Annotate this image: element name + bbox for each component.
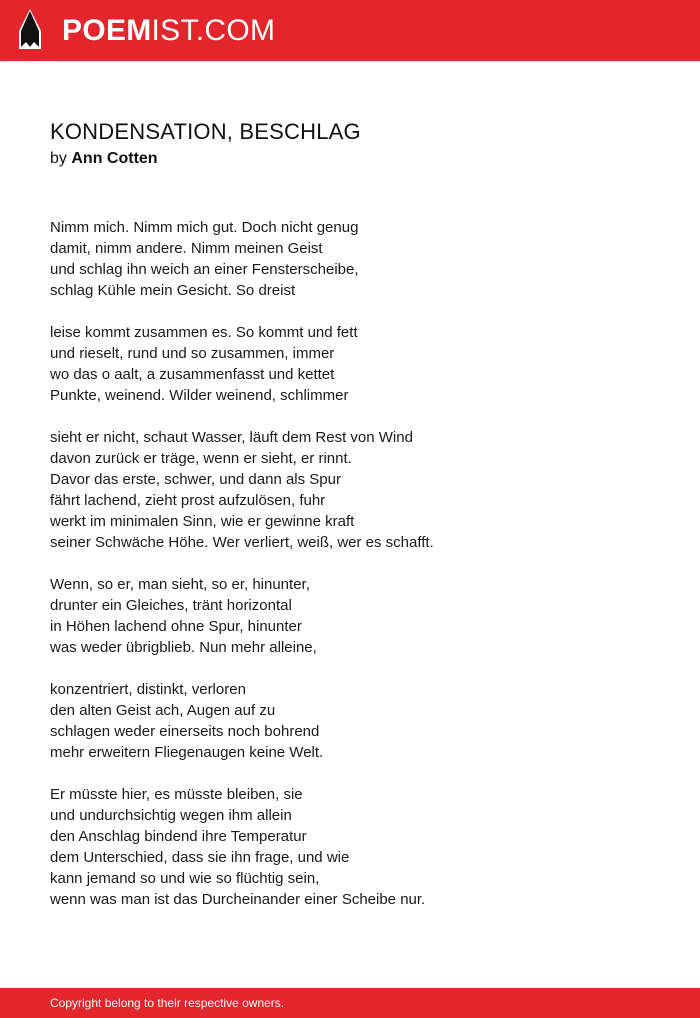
- byline: [50, 147, 670, 171]
- poem-title: KONDENSATION, BESCHLAG: [50, 119, 361, 144]
- poem-stanza: [50, 679, 670, 763]
- poem-stanza: [50, 427, 670, 553]
- poem-line: Er müsste hier, es müsste bleiben, sie: [50, 786, 303, 803]
- poem-line: sieht er nicht, schaut Wasser, läuft dem Rest von Wind: [50, 429, 413, 446]
- poem-line: Punkte, weinend. Wilder weinend, schlimmer: [50, 387, 349, 404]
- poem-line: den alten Geist ach, Augen auf zu: [50, 702, 276, 719]
- poem-line: dem Unterschied, dass sie ihn frage, und wie: [50, 849, 350, 866]
- logo-light-text: IST.COM: [151, 14, 276, 47]
- poem-line: und rieselt, rund und so zusammen, immer: [50, 345, 335, 362]
- poem-line: Davor das erste, schwer, und dann als Spur: [50, 471, 341, 488]
- author-name: Ann Cotten: [71, 150, 158, 167]
- poem-line: werkt im minimalen Sinn, wie er gewinne kraft: [50, 513, 355, 530]
- poem-line: was weder übrigblieb. Nun mehr alleine,: [50, 639, 317, 656]
- copyright-text: Copyright belong to their respective owners.: [50, 996, 285, 1010]
- poem-stanza: [50, 574, 670, 658]
- poem-line: wenn was man ist das Durcheinander einer Scheibe nur.: [50, 891, 426, 908]
- poem-line: Wenn, so er, man sieht, so er, hinunter,: [50, 576, 310, 593]
- logo-bold-text: POEM: [62, 14, 152, 47]
- poem-stanza: [50, 322, 670, 406]
- poem-line: davon zurück er träge, wenn er sieht, er rinnt.: [50, 450, 352, 467]
- poem-line: schlag Kühle mein Gesicht. So dreist: [50, 282, 296, 299]
- poem-line: leise kommt zusammen es. So kommt und fett: [50, 324, 358, 341]
- poem-line: wo das o aalt, a zusammenfasst und kettet: [50, 366, 335, 383]
- pencil-tip-icon: [17, 9, 43, 51]
- poem-line: fährt lachend, zieht prost aufzulösen, fuhr: [50, 492, 326, 509]
- poem-line: schlagen weder einerseits noch bohrend: [50, 723, 320, 740]
- poem-line: in Höhen lachend ohne Spur, hinunter: [50, 618, 302, 635]
- site-header: [0, 0, 700, 61]
- poem-stanza: [50, 784, 670, 910]
- poem-body: [50, 217, 670, 910]
- byline-prefix: by: [50, 150, 67, 167]
- poem-line: den Anschlag bindend ihre Temperatur: [50, 828, 307, 845]
- site-footer: [0, 988, 700, 1018]
- poem-line: und schlag ihn weich an einer Fensterscheibe,: [50, 261, 359, 278]
- poem-stanza: [50, 217, 670, 301]
- poem-line: kann jemand so und wie so flüchtig sein,: [50, 870, 320, 887]
- poem-line: damit, nimm andere. Nimm meinen Geist: [50, 240, 323, 257]
- poem-line: konzentriert, distinkt, verloren: [50, 681, 246, 698]
- poem-line: mehr erweitern Fliegenaugen keine Welt.: [50, 744, 324, 761]
- poem-line: Nimm mich. Nimm mich gut. Doch nicht genug: [50, 219, 359, 236]
- poem-line: und undurchsichtig wegen ihm allein: [50, 807, 292, 824]
- poem-content: [50, 117, 670, 931]
- poem-line: seiner Schwäche Höhe. Wer verliert, weiß, wer es schafft.: [50, 534, 434, 551]
- poem-line: drunter ein Gleiches, tränt horizontal: [50, 597, 292, 614]
- site-logo[interactable]: [62, 12, 275, 50]
